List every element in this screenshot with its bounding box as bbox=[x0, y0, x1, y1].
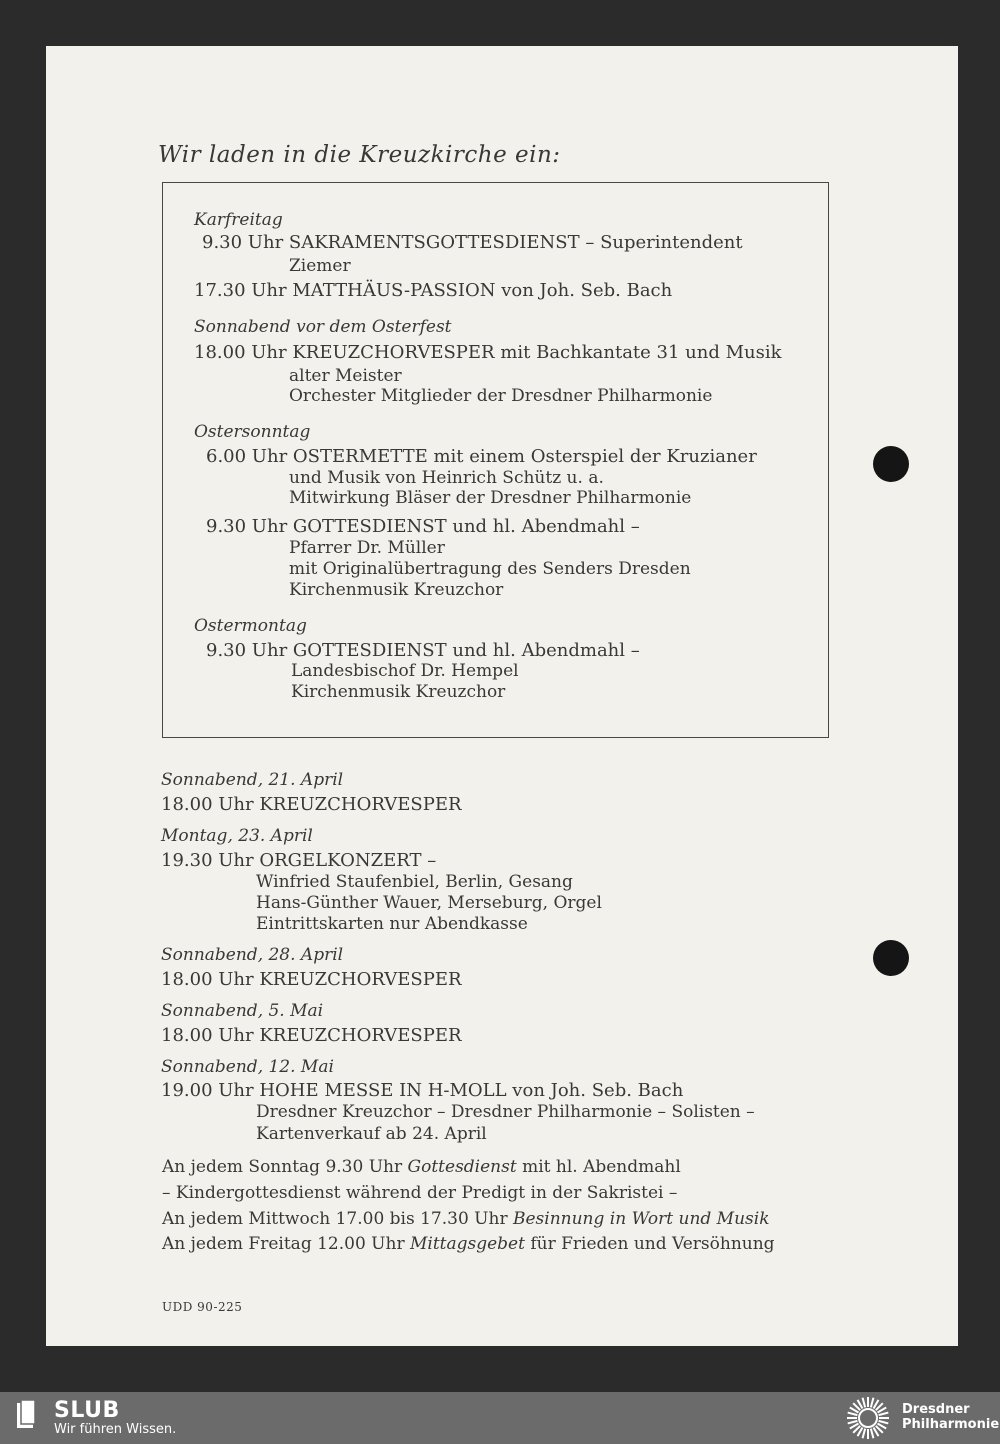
event-detail: Kartenverkauf ab 24. April bbox=[256, 1124, 487, 1144]
date-heading: Sonnabend, 21. April bbox=[161, 770, 344, 790]
event-line bbox=[206, 640, 640, 661]
event-title: GOTTESDIENST bbox=[292, 640, 447, 661]
regular-service-line: An jedem Freitag 12.00 Uhr Mittagsgebet für Frieden und Versöhnung bbox=[162, 1234, 775, 1254]
logo-ray bbox=[863, 1398, 866, 1408]
date-heading: Montag, 23. April bbox=[161, 826, 313, 846]
event-line bbox=[202, 232, 743, 253]
event-line bbox=[194, 342, 782, 363]
event-line: 18.00 Uhr KREUZCHORVESPER bbox=[161, 1025, 462, 1046]
book-icon bbox=[16, 1400, 36, 1430]
event-time: 9.30 Uhr bbox=[206, 516, 288, 537]
event-title: KREUZCHORVESPER bbox=[292, 342, 495, 363]
philharmonie-name[interactable]: Dresdner Philharmonie bbox=[902, 1402, 1000, 1432]
page-heading: Wir laden in die Kreuzkirche ein: bbox=[158, 142, 561, 168]
event-detail: Ziemer bbox=[289, 256, 351, 276]
event-detail: mit einem Osterspiel der Kruzianer bbox=[427, 446, 757, 467]
day-ostermontag: Ostermontag bbox=[194, 616, 307, 636]
event-time: 9.30 Uhr bbox=[206, 640, 288, 661]
regular-service-line: An jedem Mittwoch 17.00 bis 17.30 Uhr Besinnung in Wort und Musik bbox=[162, 1209, 770, 1229]
event-time: 6.00 Uhr bbox=[206, 446, 288, 467]
event-detail: und hl. Abendmahl – bbox=[446, 516, 640, 537]
event-title: SAKRAMENTSGOTTESDIENST bbox=[288, 232, 580, 253]
event-detail: von Joh. Seb. Bach bbox=[495, 280, 673, 301]
event-time: 18.00 Uhr bbox=[194, 342, 287, 363]
logo-ray bbox=[863, 1429, 866, 1439]
event-line: 19.30 Uhr ORGELKONZERT – bbox=[161, 850, 437, 871]
date-heading: Sonnabend, 5. Mai bbox=[161, 1001, 324, 1021]
footer-bar bbox=[0, 1392, 1000, 1444]
event-line bbox=[194, 280, 672, 301]
punch-hole bbox=[873, 940, 909, 976]
event-detail: mit Bachkantate 31 und Musik bbox=[494, 342, 782, 363]
event-line: 18.00 Uhr KREUZCHORVESPER bbox=[161, 969, 462, 990]
event-line bbox=[206, 446, 757, 467]
logo-ray bbox=[848, 1413, 858, 1416]
event-detail: Mitwirkung Bläser der Dresdner Philharmonie bbox=[289, 488, 692, 508]
event-detail: mit Originalübertragung des Senders Dresden bbox=[289, 559, 691, 579]
event-detail: – Superintendent bbox=[579, 232, 743, 253]
event-title: MATTHÄUS-PASSION bbox=[292, 280, 496, 301]
event-detail: und Musik von Heinrich Schütz u. a. bbox=[289, 468, 604, 488]
sunburst-logo-icon bbox=[844, 1394, 892, 1442]
logo-ray bbox=[871, 1429, 874, 1439]
event-line: 19.00 Uhr HOHE MESSE IN H-MOLL von Joh. Seb. Bach bbox=[161, 1080, 684, 1101]
event-detail: und hl. Abendmahl – bbox=[446, 640, 640, 661]
logo-ray bbox=[879, 1413, 889, 1416]
event-time: 17.30 Uhr bbox=[194, 280, 287, 301]
regular-service-line: An jedem Sonntag 9.30 Uhr Gottesdienst mit hl. Abendmahl bbox=[162, 1157, 681, 1177]
event-line bbox=[206, 516, 640, 537]
day-ostersonntag: Ostersonntag bbox=[194, 422, 311, 442]
day-sonnabend-osterfest: Sonnabend vor dem Osterfest bbox=[194, 317, 452, 337]
event-detail: Kirchenmusik Kreuzchor bbox=[291, 682, 506, 702]
date-heading: Sonnabend, 12. Mai bbox=[161, 1057, 334, 1077]
logo-ray bbox=[848, 1421, 858, 1424]
logo-ray bbox=[879, 1421, 889, 1424]
regular-service-line: – Kindergottesdienst während der Predigt in der Sakristei – bbox=[162, 1183, 678, 1203]
slub-tagline: Wir führen Wissen. bbox=[54, 1422, 177, 1437]
event-detail: Winfried Staufenbiel, Berlin, Gesang bbox=[256, 872, 573, 892]
event-detail: Dresdner Kreuzchor – Dresdner Philharmonie – Solisten – bbox=[256, 1102, 755, 1122]
program-sheet bbox=[46, 46, 958, 1346]
print-code: UDD 90-225 bbox=[162, 1300, 243, 1314]
event-detail: alter Meister bbox=[289, 366, 402, 386]
slub-name[interactable]: SLUB bbox=[54, 1398, 120, 1423]
event-time: 9.30 Uhr bbox=[202, 232, 284, 253]
day-karfreitag: Karfreitag bbox=[194, 210, 283, 230]
date-heading: Sonnabend, 28. April bbox=[161, 945, 344, 965]
event-detail: Eintrittskarten nur Abendkasse bbox=[256, 914, 528, 934]
event-detail: Landesbischof Dr. Hempel bbox=[291, 661, 519, 681]
event-detail: Kirchenmusik Kreuzchor bbox=[289, 580, 504, 600]
event-line: 18.00 Uhr KREUZCHORVESPER bbox=[161, 794, 462, 815]
event-detail: Pfarrer Dr. Müller bbox=[289, 538, 445, 558]
event-title: OSTERMETTE bbox=[292, 446, 428, 467]
logo-ray bbox=[871, 1398, 874, 1408]
punch-hole bbox=[873, 446, 909, 482]
event-detail: Orchester Mitglieder der Dresdner Philharmonie bbox=[289, 386, 713, 406]
event-detail: Hans-Günther Wauer, Merseburg, Orgel bbox=[256, 893, 602, 913]
event-title: GOTTESDIENST bbox=[292, 516, 447, 537]
